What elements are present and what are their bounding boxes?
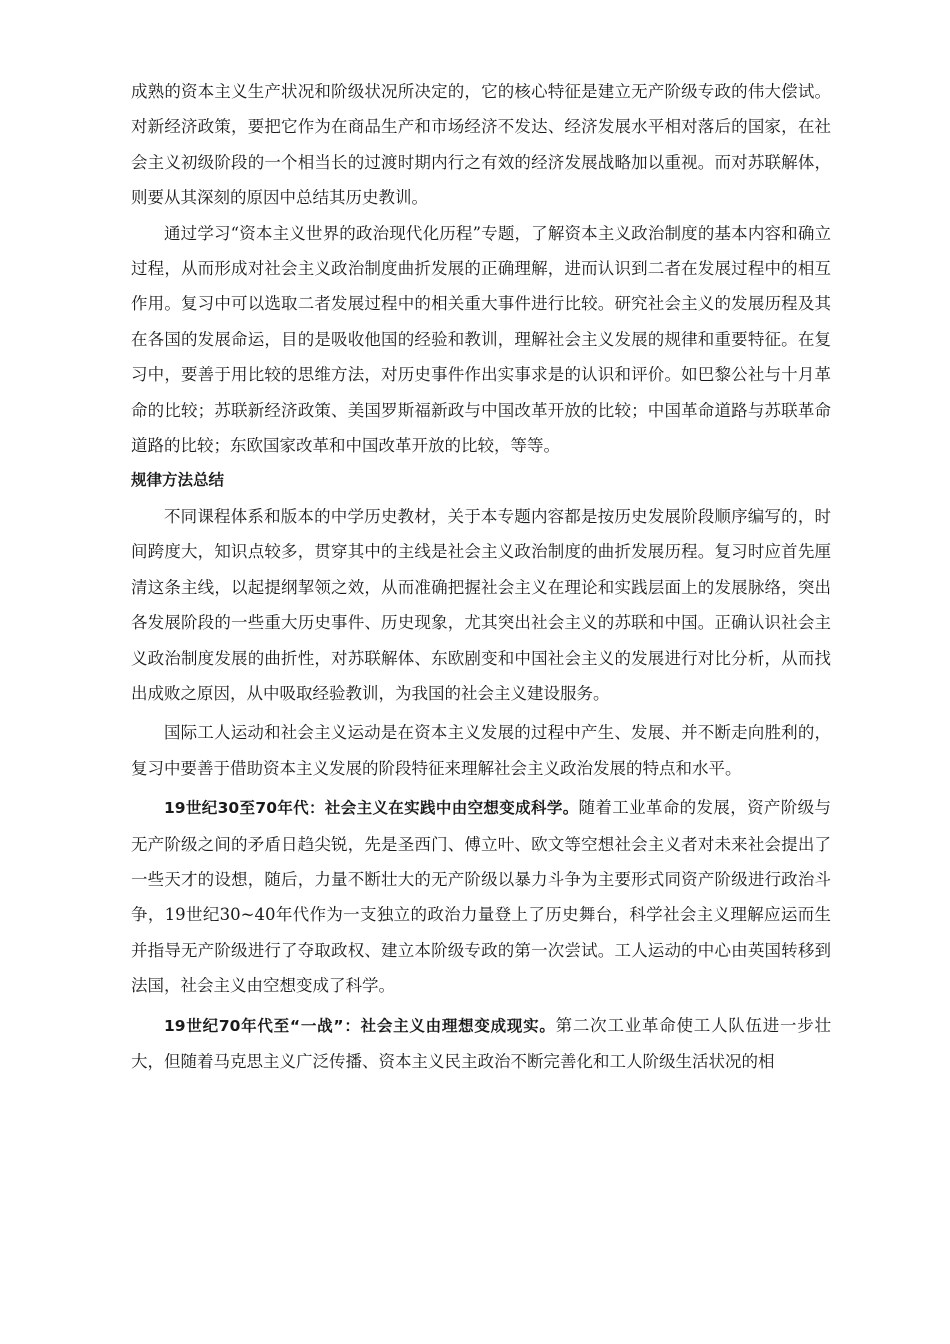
paragraph-workers-movement: 国际工人运动和社会主义运动是在资本主义发展的过程中产生、发展、并不断走向胜利的，复习中要善于借助资本主义发展的阶段特征来理解社会主义政治发展的特点和水平。 bbox=[131, 723, 831, 778]
document-body bbox=[131, 74, 831, 1079]
paragraph-study-approach: 通过学习“资本主义世界的政治现代化历程”专题，了解资本主义政治制度的基本内容和确立过程，从而形成对社会主义政治制度曲折发展的正确理解，进而认识到二者在发展过程中的相互作用。复习中可以选取二者发展过程中的相关重大事件进行比较。研究社会主义的发展历程及其在各国的发展命运，目的是吸收他国的经验和教训，理解社会主义发展的规律和重要特征。在复习中，要善于用比较的思维方法，对历史事件作出实事求是的认识和评价。如巴黎公社与十月革命的比较；苏联新经济政策、美国罗斯福新政与中国改革开放的比较；中国革命道路与苏联革命道路的比较；东欧国家改革和中国改革开放的比较，等等。 bbox=[131, 223, 831, 456]
paragraph-method-summary: 不同课程体系和版本的中学历史教材，关于本专题内容都是按历史发展阶段顺序编写的，时间跨度大，知识点较多，贯穿其中的主线是社会主义政治制度的曲折发展历程。复习时应首先厘清这条主线，以起提纲挈领之效，从而准确把握社会主义在理论和实践层面上的发展脉络，突出各发展阶段的一些重大历史事件、历史现象，尤其突出社会主义的苏联和中国。正确认识社会主义政治制度发展的曲折性，对苏联解体、东欧剧变和中国社会主义的发展进行对比分析，从而找出成败之原因，从中吸取经验教训，为我国的社会主义建设服务。 bbox=[131, 506, 831, 703]
section-heading: 规律方法总结 bbox=[131, 471, 225, 490]
paragraph-lead-bold: 19世纪70年代至“一战”：社会主义由理想变成现实。 bbox=[164, 1016, 556, 1035]
paragraph-stage-1830-1870 bbox=[131, 790, 831, 1003]
paragraph-stage-1870-ww1 bbox=[131, 1008, 831, 1080]
paragraph-lead-bold: 19世纪30至70年代：社会主义在实践中由空想变成科学。 bbox=[164, 799, 579, 818]
paragraph-body-text: 第二次工业革命使工人队伍进一步壮大，但随着马克思主义广泛传播、资本主义民主政治不断完善化和工人阶级生活状况的相 bbox=[131, 1015, 832, 1071]
paragraph-body-text: 随着工业革命的发展，资产阶级与无产阶级之间的矛盾日趋尖锐，先是圣西门、傅立叶、欧文等空想社会主义者对未来社会提出了一些天才的设想，随后，力量不断壮大的无产阶级以暴力斗争为主要形式同资产阶级进行政治斗争，19世纪30~40年代作为一支独立的政治力量登上了历史舞台，科学社会主义理解应运而生并指导无产阶级进行了夺取政权、建立本阶级专政的第一次尝试。工人运动的中心由英国转移到法国，社会主义由空想变成了科学。 bbox=[131, 798, 831, 996]
paragraph-continuation: 成熟的资本主义生产状况和阶级状况所决定的，它的核心特征是建立无产阶级专政的伟大偿试。对新经济政策，要把它作为在商品生产和市场经济不发达、经济发展水平相对落后的国家，在社会主义初级阶段的一个相当长的过渡时期内行之有效的经济发展战略加以重视。而对苏联解体，则要从其深刻的原因中总结其历史教训。 bbox=[131, 82, 831, 208]
